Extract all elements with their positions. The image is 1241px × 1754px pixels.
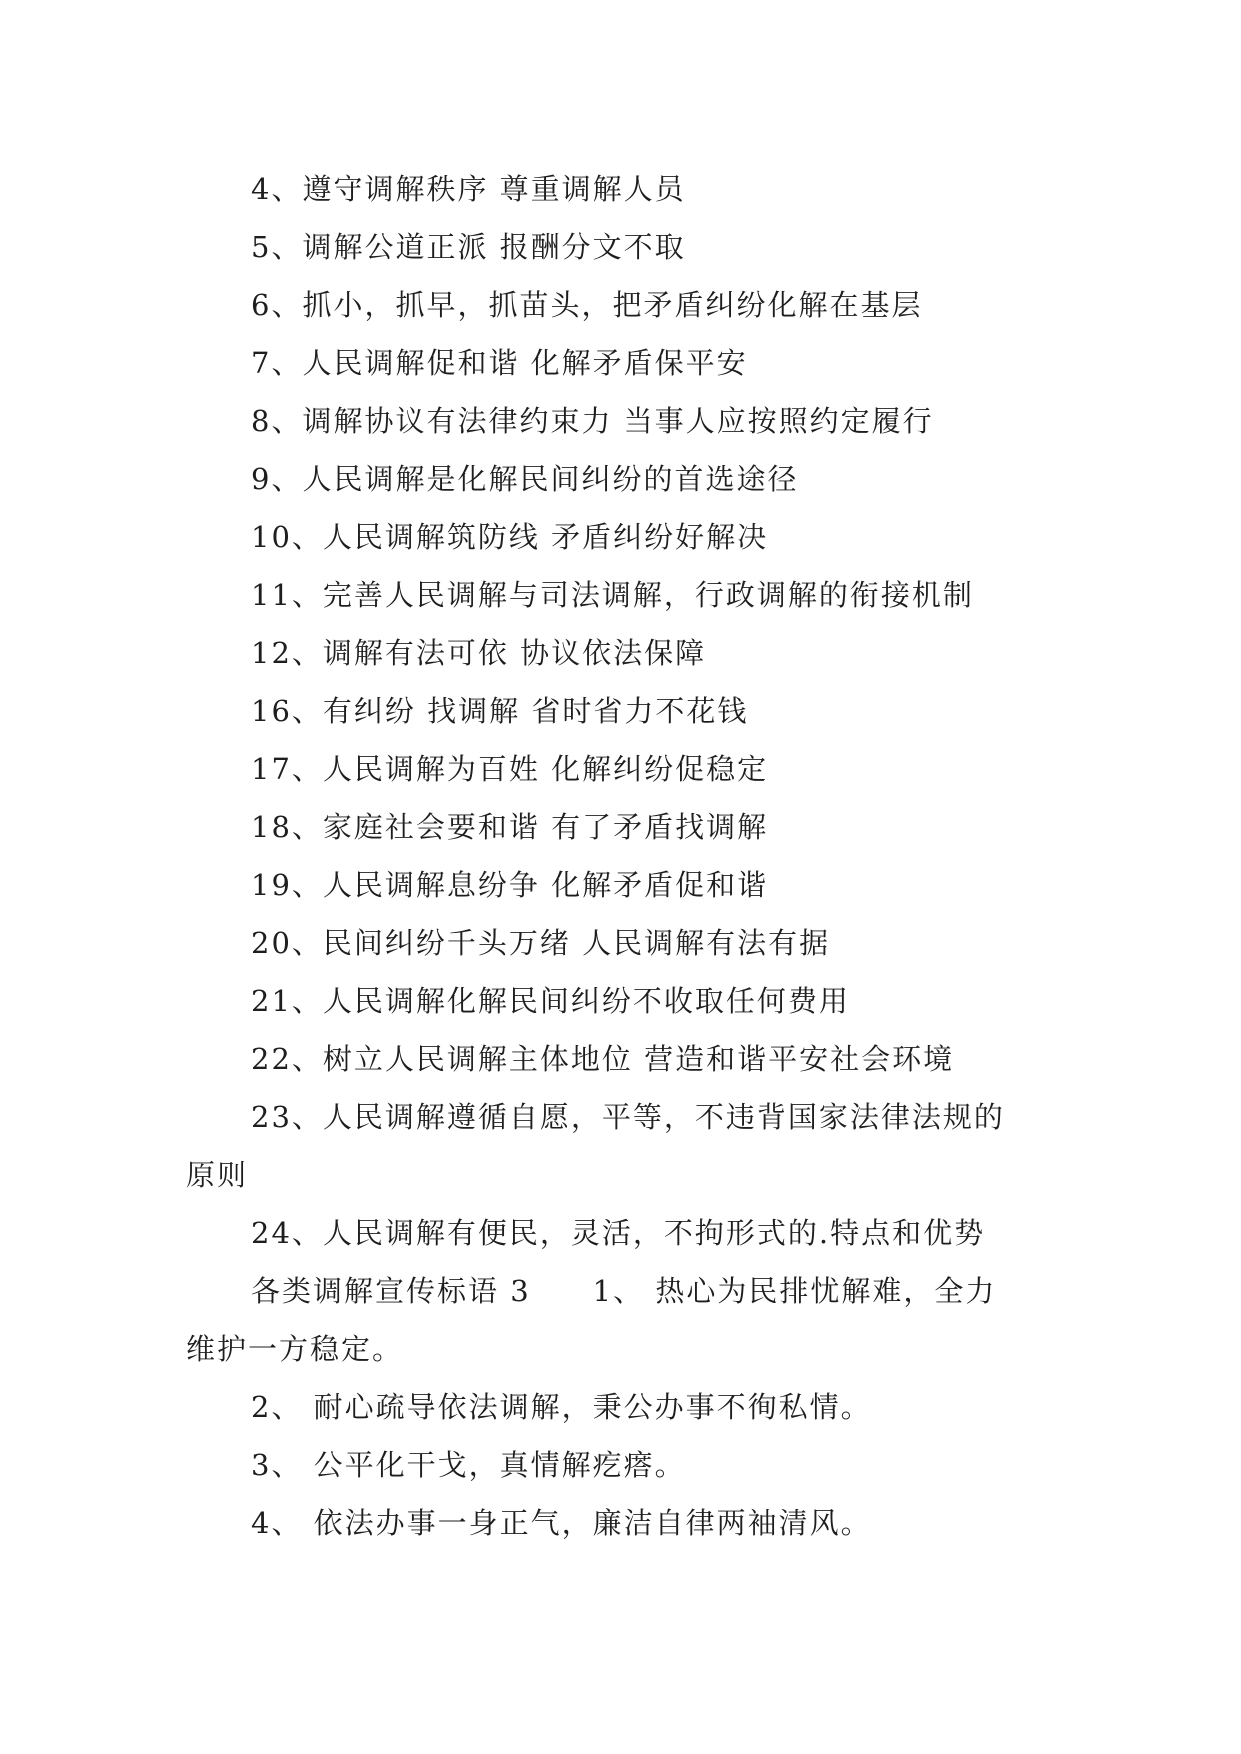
text-line-continuation: 维护一方稳定。 bbox=[186, 1332, 404, 1366]
text-line: 18、家庭社会要和谐 有了矛盾找调解 bbox=[251, 810, 769, 844]
text-line: 4、 依法办事一身正气，廉洁自律两袖清风。 bbox=[251, 1506, 872, 1540]
text-line: 9、人民调解是化解民间纠纷的首选途径 bbox=[251, 462, 799, 496]
text-line: 17、人民调解为百姓 化解纠纷促稳定 bbox=[251, 752, 769, 786]
text-line: 22、树立人民调解主体地位 营造和谐平安社会环境 bbox=[251, 1042, 955, 1076]
text-line: 5、调解公道正派 报酬分文不取 bbox=[251, 230, 686, 264]
text-line: 各类调解宣传标语 3 1、 热心为民排忧解难，全力 bbox=[251, 1274, 997, 1308]
text-line: 12、调解有法可依 协议依法保障 bbox=[251, 636, 707, 670]
text-line: 6、抓小，抓早，抓苗头，把矛盾纠纷化解在基层 bbox=[251, 288, 923, 322]
text-line: 8、调解协议有法律约束力 当事人应按照约定履行 bbox=[251, 404, 934, 438]
text-line: 7、人民调解促和谐 化解矛盾保平安 bbox=[251, 346, 748, 380]
text-line: 10、人民调解筑防线 矛盾纠纷好解决 bbox=[251, 520, 769, 554]
text-line: 21、人民调解化解民间纠纷不收取任何费用 bbox=[251, 984, 850, 1018]
text-line: 4、遵守调解秩序 尊重调解人员 bbox=[251, 172, 686, 206]
text-line: 19、人民调解息纷争 化解矛盾促和谐 bbox=[251, 868, 769, 902]
text-line: 20、民间纠纷千头万绪 人民调解有法有据 bbox=[251, 926, 831, 960]
text-line: 2、 耐心疏导依法调解，秉公办事不徇私情。 bbox=[251, 1390, 872, 1424]
text-line: 23、人民调解遵循自愿，平等，不违背国家法律法规的 bbox=[251, 1100, 1005, 1134]
text-line: 24、人民调解有便民，灵活，不拘形式的.特点和优势 bbox=[251, 1216, 986, 1250]
text-line: 16、有纠纷 找调解 省时省力不花钱 bbox=[251, 694, 749, 728]
document-body bbox=[186, 160, 1066, 1552]
text-line: 11、完善人民调解与司法调解，行政调解的衔接机制 bbox=[251, 578, 974, 612]
text-line-continuation: 原则 bbox=[186, 1158, 249, 1192]
text-line: 3、 公平化干戈，真情解疙瘩。 bbox=[251, 1448, 686, 1482]
